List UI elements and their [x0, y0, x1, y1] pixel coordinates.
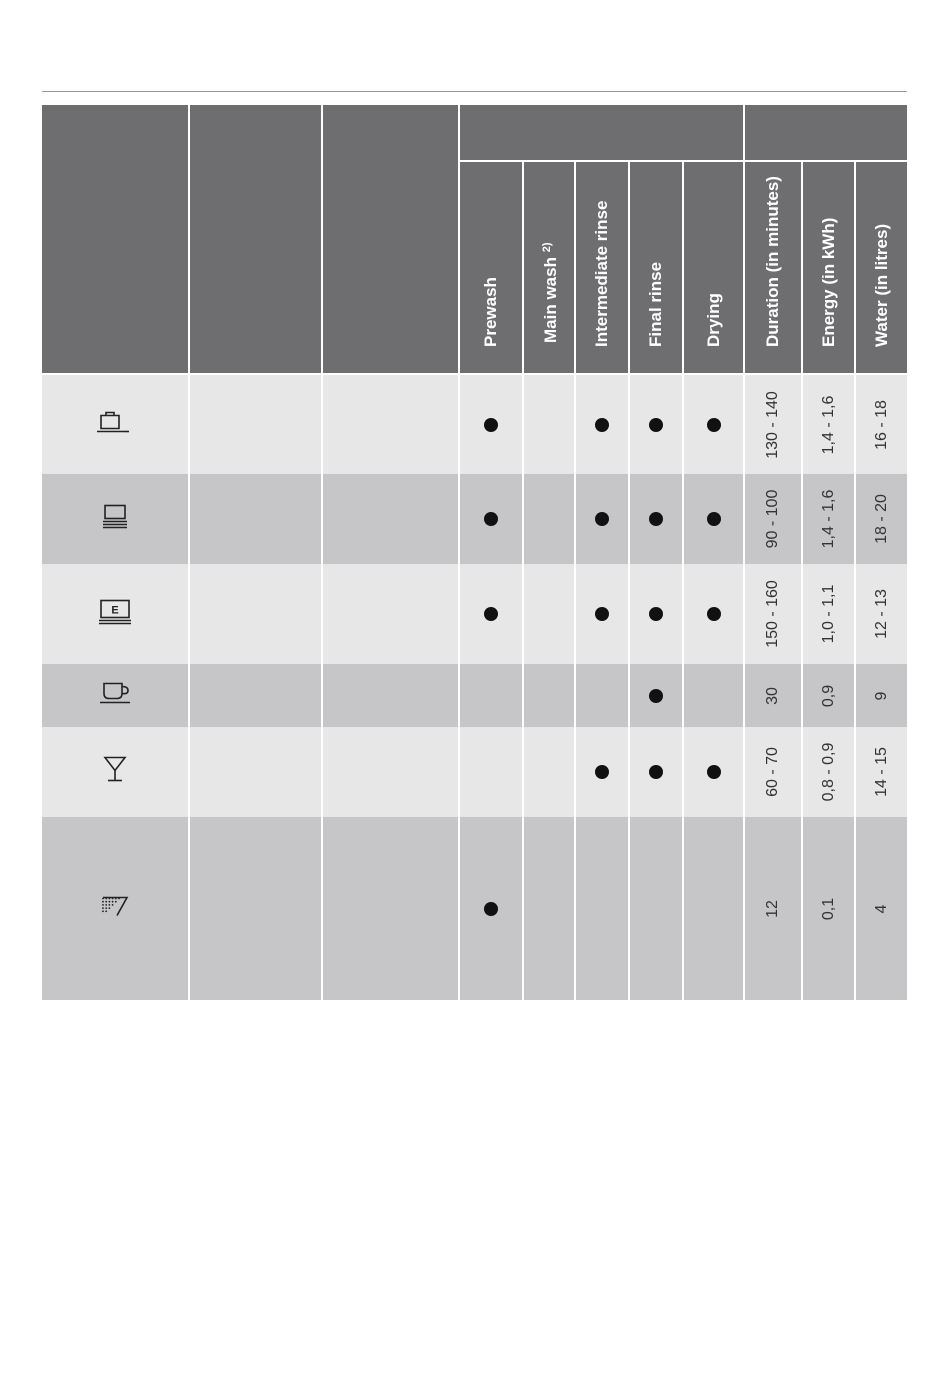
column-header-prewash — [460, 162, 522, 373]
programme-row — [42, 474, 907, 564]
programme-row — [42, 817, 907, 1000]
column-separator — [188, 664, 190, 727]
column-separator — [628, 727, 630, 817]
water-value: 4 — [872, 904, 890, 913]
column-separator — [801, 727, 803, 817]
plates-icon — [100, 504, 130, 535]
water-value: 16 - 18 — [872, 399, 890, 450]
column-separator — [458, 375, 460, 474]
column-separator — [682, 817, 684, 1000]
column-separator — [682, 727, 684, 817]
column-header-label — [872, 224, 892, 347]
column-header-label — [592, 201, 612, 347]
energy-value: 0,8 - 0,9 — [819, 742, 837, 802]
column-separator — [321, 564, 323, 664]
column-separator — [743, 375, 745, 474]
header-block-blank-2 — [323, 105, 458, 373]
eco-plates-icon — [97, 599, 133, 630]
column-header-text: Final rinse — [646, 261, 665, 347]
step-intermediate-rinse-dot — [595, 418, 609, 432]
column-header-label — [704, 293, 724, 347]
duration-value: 30 — [764, 686, 781, 705]
column-separator — [628, 375, 630, 474]
column-separator — [188, 817, 190, 1000]
column-separator — [188, 564, 190, 664]
column-header-intermediate-rinse — [576, 162, 628, 373]
column-separator — [801, 664, 803, 727]
step-final-rinse-dot — [649, 765, 663, 779]
column-separator — [574, 664, 576, 727]
column-separator — [458, 474, 460, 564]
column-separator — [522, 727, 524, 817]
column-separator — [801, 564, 803, 664]
column-separator — [743, 564, 745, 664]
column-separator — [854, 727, 856, 817]
column-separator — [854, 375, 856, 474]
column-header-text: Duration (in minutes) — [763, 176, 782, 347]
step-intermediate-rinse-dot — [595, 765, 609, 779]
programme-row — [42, 564, 907, 664]
column-header-label — [481, 277, 501, 347]
step-final-rinse-dot — [649, 512, 663, 526]
water-value: 18 - 20 — [872, 494, 890, 544]
column-separator — [574, 564, 576, 664]
column-separator — [801, 817, 803, 1000]
column-separator — [321, 817, 323, 1000]
step-intermediate-rinse-dot — [595, 512, 609, 526]
water-value: 12 - 13 — [872, 589, 890, 639]
column-separator — [188, 474, 190, 564]
step-drying-dot — [707, 607, 721, 621]
column-separator — [522, 664, 524, 727]
column-separator — [628, 817, 630, 1000]
column-separator — [743, 664, 745, 727]
step-intermediate-rinse-dot — [595, 607, 609, 621]
column-header-text: Main wash — [541, 257, 560, 343]
column-separator — [522, 817, 524, 1000]
column-separator — [522, 474, 524, 564]
column-separator — [574, 375, 576, 474]
column-header-text: Intermediate rinse — [592, 200, 611, 347]
column-header-text: Drying — [703, 293, 723, 347]
column-separator — [628, 474, 630, 564]
column-header-label — [763, 176, 783, 347]
programme-row — [42, 727, 907, 817]
step-drying-dot — [707, 765, 721, 779]
column-header-drying — [684, 162, 743, 373]
column-separator — [682, 664, 684, 727]
column-separator — [522, 375, 524, 474]
programme-chart-table — [42, 105, 907, 1000]
column-separator — [743, 474, 745, 564]
column-separator — [854, 564, 856, 664]
column-header-label — [537, 243, 561, 343]
column-separator — [743, 727, 745, 817]
column-header-text: Prewash — [481, 277, 500, 347]
energy-value: 1,4 - 1,6 — [819, 395, 837, 454]
column-header-main-wash — [524, 162, 574, 373]
prerinse-shower-icon — [99, 893, 131, 924]
header-group-programme-sequence — [460, 105, 743, 160]
programme-row — [42, 664, 907, 727]
water-value: 14 - 15 — [872, 747, 890, 797]
step-prewash-dot — [484, 418, 498, 432]
column-separator — [458, 727, 460, 817]
column-separator — [854, 474, 856, 564]
column-separator — [321, 375, 323, 474]
step-prewash-dot — [484, 512, 498, 526]
column-separator — [458, 664, 460, 727]
duration-value: 90 - 100 — [764, 489, 781, 549]
programme-row — [42, 375, 907, 474]
column-header-text: Energy (in kWh) — [818, 217, 838, 347]
column-separator — [574, 727, 576, 817]
column-separator — [574, 817, 576, 1000]
energy-value: 1,4 - 1,6 — [819, 489, 837, 549]
column-header-water — [856, 162, 907, 373]
column-separator — [682, 474, 684, 564]
column-separator — [801, 474, 803, 564]
column-separator — [854, 664, 856, 727]
header-block-blank-1 — [190, 105, 321, 373]
svg-text:E: E — [111, 604, 119, 617]
column-separator — [628, 564, 630, 664]
column-separator — [682, 375, 684, 474]
header-block-programme — [42, 105, 188, 373]
duration-value: 130 - 140 — [764, 390, 781, 459]
energy-value: 0,9 — [819, 684, 837, 707]
column-header-final-rinse — [630, 162, 682, 373]
column-header-label — [819, 218, 839, 347]
column-separator — [682, 564, 684, 664]
step-final-rinse-dot — [649, 607, 663, 621]
energy-value: 1,0 - 1,1 — [819, 584, 837, 644]
column-separator — [321, 474, 323, 564]
column-separator — [743, 817, 745, 1000]
column-separator — [628, 664, 630, 727]
column-separator — [801, 375, 803, 474]
column-header-duration — [745, 162, 801, 373]
step-final-rinse-dot — [649, 418, 663, 432]
step-drying-dot — [707, 418, 721, 432]
duration-value: 60 - 70 — [764, 747, 781, 797]
column-separator — [321, 664, 323, 727]
column-separator — [574, 474, 576, 564]
step-drying-dot — [707, 512, 721, 526]
glass-icon — [101, 755, 129, 790]
energy-value: 0,1 — [819, 897, 837, 920]
column-separator — [321, 727, 323, 817]
duration-value: 12 — [764, 899, 781, 918]
column-separator — [458, 564, 460, 664]
column-separator — [188, 727, 190, 817]
header-group-consumption — [745, 105, 907, 160]
water-value: 9 — [872, 691, 890, 700]
column-separator — [522, 564, 524, 664]
column-header-text: Water (in litres) — [871, 223, 891, 347]
column-separator — [854, 817, 856, 1000]
step-prewash-dot — [484, 607, 498, 621]
column-separator — [188, 375, 190, 474]
step-prewash-dot — [484, 902, 498, 916]
step-final-rinse-dot — [649, 689, 663, 703]
top-rule — [42, 91, 907, 92]
pot-icon — [95, 409, 135, 440]
footnote-marker: 2) — [541, 242, 553, 253]
duration-value: 150 - 160 — [764, 580, 781, 648]
cup-icon — [98, 679, 132, 712]
column-header-energy — [803, 162, 854, 373]
column-header-label — [646, 262, 666, 347]
column-separator — [458, 817, 460, 1000]
